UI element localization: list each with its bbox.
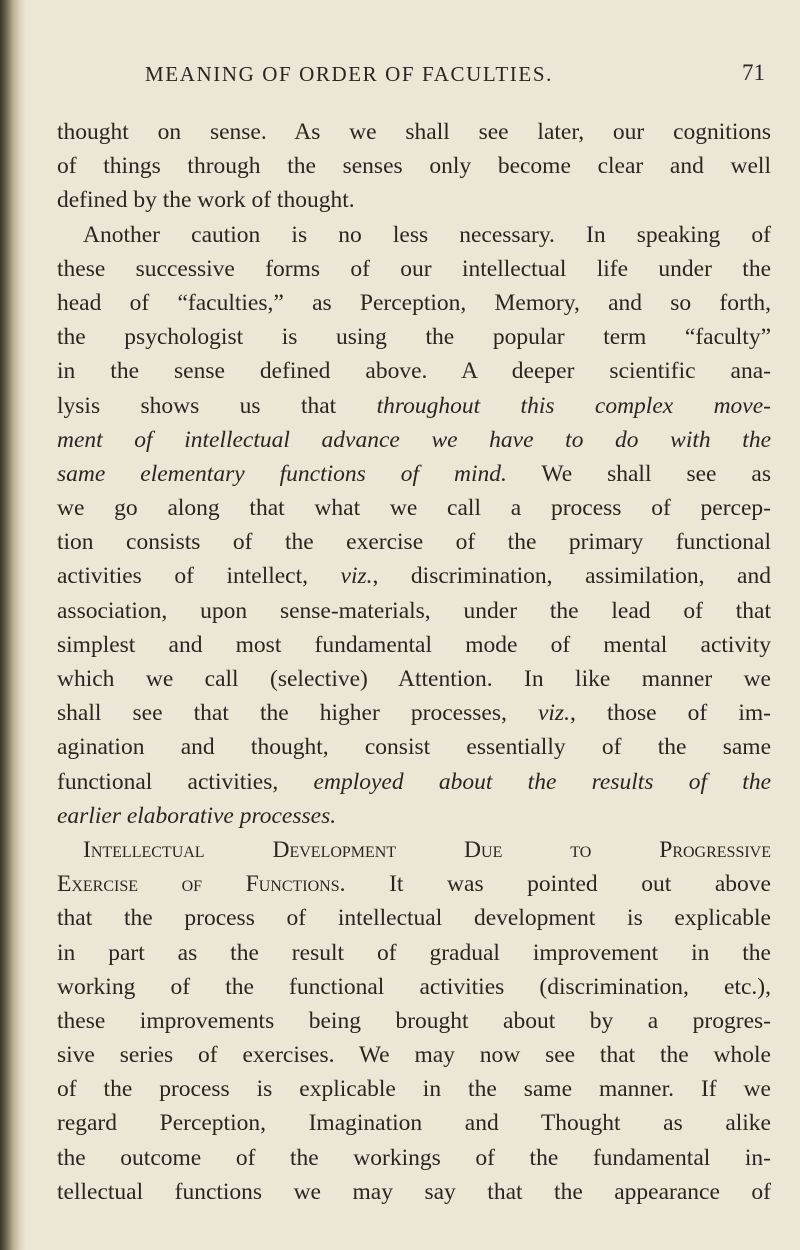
text-segment: Another caution is no less necessary. In speaking of — [83, 221, 771, 248]
text-segment: that the process of intellectual development is explicable — [57, 905, 771, 932]
text-line — [57, 252, 771, 286]
italic-text: viz. — [537, 700, 570, 727]
text-line — [57, 936, 771, 970]
text-segment: functional activities, — [57, 768, 314, 795]
text-segment: which we call (selective) Attention. In like manner we — [57, 666, 771, 692]
text-segment: these improvements being brought about by a progres- — [57, 1007, 771, 1034]
text-segment: activities of intellect, — [57, 563, 341, 590]
page-header — [0, 60, 800, 94]
text-segment: the psychologist is using the popular term “faculty” — [57, 324, 771, 351]
text-line — [57, 1072, 771, 1106]
page-number: 71 — [742, 60, 765, 85]
text-line — [57, 970, 771, 1004]
text-line — [57, 525, 771, 559]
text-segment: working of the functional activities (discrimination, etc.), — [57, 973, 771, 1000]
text-line — [57, 389, 771, 423]
text-segment: defined by the work of thought. — [57, 187, 355, 214]
text-segment: sive series of exercises. We may now see that the whole — [57, 1042, 771, 1069]
small-caps-heading: Intellectual Development Due to Progressive — [83, 836, 771, 863]
text-segment: tellectual functions we may say that the appearance of — [57, 1178, 771, 1205]
text-line — [57, 867, 771, 901]
text-line — [57, 320, 771, 354]
italic-text: same elementary functions of mind. — [57, 460, 507, 487]
text-segment: We shall see as — [506, 460, 771, 487]
text-segment: in part as the result of gradual improvement in the — [57, 939, 771, 966]
body-text — [57, 115, 771, 1209]
text-line — [57, 423, 771, 457]
text-line — [57, 1106, 771, 1140]
text-segment: regard Perception, Imagination and Thought as alike — [57, 1110, 771, 1137]
text-segment: simplest and most fundamental mode of mental activity — [57, 631, 771, 658]
text-segment: thought on sense. As we shall see later, our cognitions — [57, 119, 771, 145]
text-line — [57, 491, 771, 525]
text-line — [57, 115, 771, 149]
text-line — [57, 559, 771, 593]
text-line — [57, 149, 771, 183]
text-line — [57, 1141, 771, 1175]
italic-text: throughout this complex move- — [376, 392, 771, 419]
italic-text: employed about the results of the — [313, 768, 771, 795]
text-segment: , discrimination, assimilation, and — [372, 563, 771, 590]
italic-text: ment of intellectual advance we have to do with the — [57, 426, 771, 453]
text-segment: in the sense defined above. A deeper scientific ana- — [57, 358, 771, 385]
text-line — [57, 696, 771, 730]
text-line — [57, 594, 771, 628]
text-line — [57, 765, 771, 799]
text-segment: the outcome of the workings of the fundamental in- — [57, 1144, 771, 1171]
text-line — [57, 457, 771, 491]
text-segment: of the process is explicable in the same manner. If we — [57, 1076, 771, 1103]
text-line — [57, 1038, 771, 1072]
running-head: MEANING OF ORDER OF FACULTIES. — [145, 62, 553, 86]
text-line — [57, 286, 771, 320]
text-segment: shall see that the higher processes, — [57, 700, 538, 727]
small-caps-heading: Exercise of Functions. — [57, 871, 346, 898]
text-segment: lysis shows us that — [57, 392, 377, 419]
italic-text: viz. — [340, 563, 373, 590]
italic-text: earlier elaborative processes. — [57, 802, 337, 829]
text-segment: It was pointed out above — [345, 871, 771, 898]
book-spine-shadow — [0, 0, 26, 1250]
text-line — [57, 218, 771, 252]
text-segment: these successive forms of our intellectual life under the — [57, 255, 771, 282]
text-segment: we go along that what we call a process of percep- — [57, 495, 771, 522]
text-segment: of things through the senses only become clear and well — [57, 153, 771, 180]
text-line — [57, 183, 771, 217]
text-line — [57, 628, 771, 662]
text-line — [57, 901, 771, 935]
text-line — [57, 1004, 771, 1038]
text-line — [57, 833, 771, 867]
text-line — [57, 730, 771, 764]
text-segment: association, upon sense-materials, under the lead of that — [57, 597, 771, 624]
text-line — [57, 1175, 771, 1209]
text-line — [57, 799, 771, 833]
text-segment: agination and thought, consist essentially of the same — [57, 734, 771, 761]
text-segment: tion consists of the exercise of the primary functional — [57, 529, 771, 556]
text-line — [57, 662, 771, 696]
text-segment: , those of im- — [569, 700, 771, 727]
text-segment: head of “faculties,” as Perception, Memory, and so forth, — [57, 289, 771, 316]
text-line — [57, 354, 771, 388]
